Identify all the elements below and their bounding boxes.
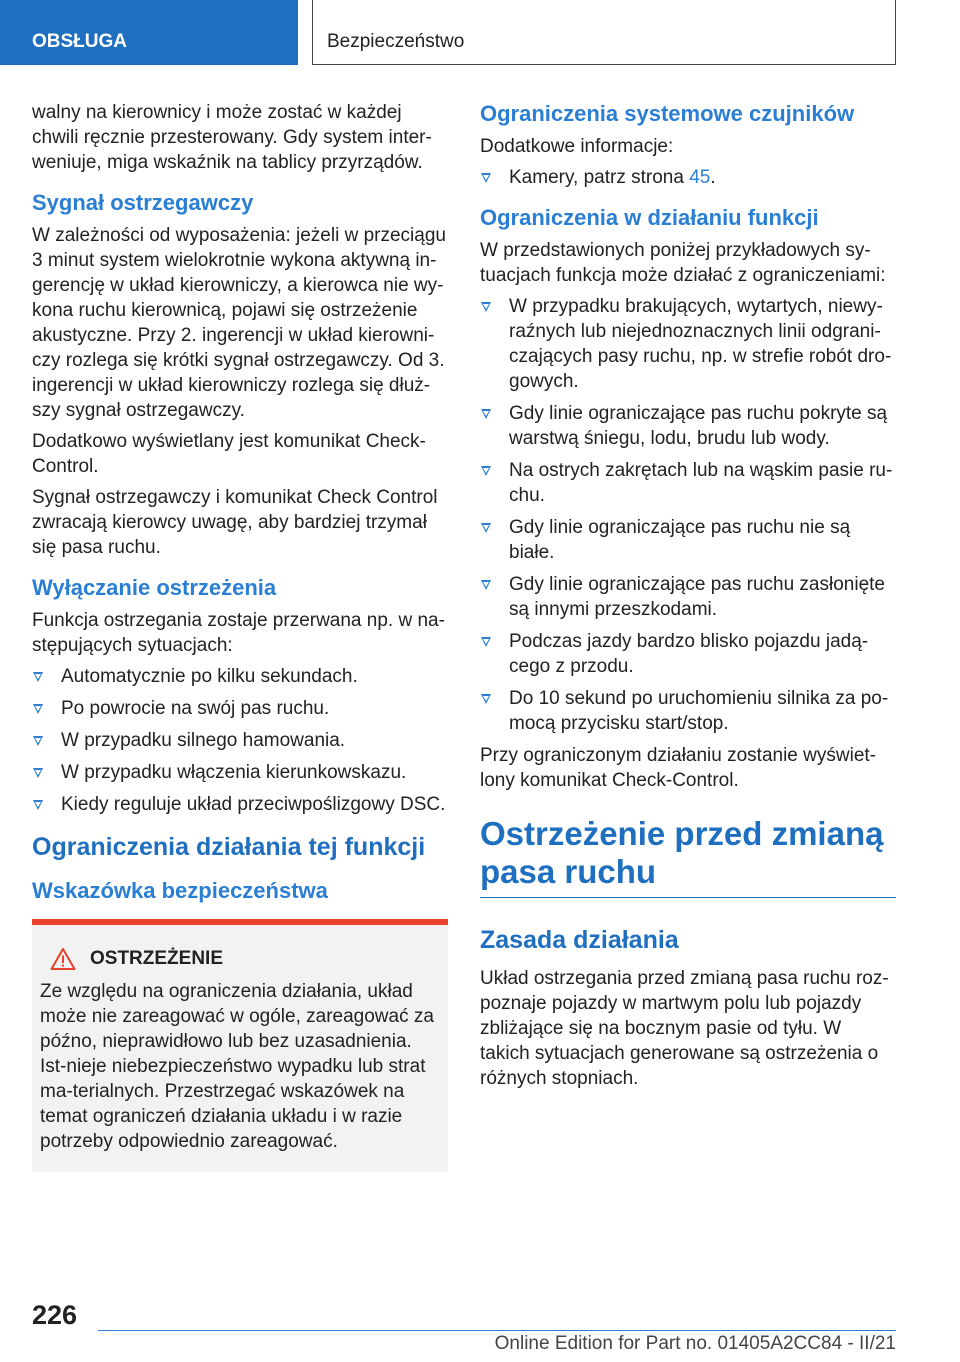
sensor-paragraph: Dodatkowe informacje:: [480, 136, 674, 157]
warning-off-list: [32, 664, 448, 817]
right-column: [480, 100, 896, 1097]
triangle-bullet-icon: [33, 736, 43, 746]
triangle-bullet-icon: [33, 800, 43, 810]
warning-title: [40, 947, 440, 971]
list-item: W przypadku brakujących, wytartych, niewy-raźnych lub niejednoznacznych linii odgrani-czających pasy ruchu, np. w strefie robót dro-gowych.: [480, 294, 896, 394]
triangle-bullet-icon: [33, 704, 43, 714]
triangle-bullet-icon: [33, 672, 43, 682]
function-list: [480, 294, 896, 736]
left-column: [32, 100, 448, 1172]
triangle-bullet-icon: [481, 694, 491, 704]
signal-paragraph-2: Dodatkowo wyświetlany jest komunikat Check-Control.: [32, 431, 426, 477]
triangle-bullet-icon: [481, 173, 491, 183]
triangle-bullet-icon: [33, 768, 43, 778]
triangle-bullet-icon: [481, 580, 491, 590]
header-section-label: OBSŁUGA: [0, 0, 298, 65]
heading-principle: Zasada działania: [480, 926, 679, 954]
list-item: W przypadku włączenia kierunkowskazu.: [32, 760, 448, 785]
list-item: Kiedy reguluje układ przeciwpoślizgowy DSC.: [32, 792, 448, 817]
list-item: Gdy linie ograniczające pas ruchu pokryte są warstwą śniegu, lodu, brudu lub wody.: [480, 401, 896, 451]
warning-triangle-icon: [50, 947, 76, 971]
footer-divider: [98, 1330, 896, 1331]
triangle-bullet-icon: [481, 302, 491, 312]
page-reference-link[interactable]: 45: [689, 167, 711, 188]
function-paragraph: W przedstawionych poniżej przykładowych sy-tuacjach funkcja może działać z ograniczeniami:: [480, 240, 886, 286]
footer-edition: Online Edition for Part no. 01405A2CC84 - II/21: [494, 1333, 896, 1354]
list-item: Na ostrych zakrętach lub na wąskim pasie ru-chu.: [480, 458, 896, 508]
triangle-bullet-icon: [481, 523, 491, 533]
list-item: Automatycznie po kilku sekundach.: [32, 664, 448, 689]
list-item: W przypadku silnego hamowania.: [32, 728, 448, 753]
signal-paragraph-1: W zależności od wyposażenia: jeżeli w przeciągu 3 minut system wielokrotnie wykona aktywną in-gerencję w układ kierowniczy, a kierowca nie wy-kona ruchu kierownicą, pojawi się ostrzeżenie akustyczne. Przy 2. ingerencji w układ kierowni-czy rozlega się krótki sygnał ostrzegawczy. Od 3. ingerencji w układ kierowniczy rozlega się dłuż-szy sygnał ostrzegawczy.: [32, 225, 446, 421]
warning-title-text: OSTRZEŻENIE: [90, 948, 224, 969]
list-item: Kamery, patrz strona 45.: [480, 165, 896, 190]
warning-box: [32, 919, 448, 1172]
sensor-list: [480, 165, 896, 190]
heading-lane-change-warning: Ostrzeżenie przed zmianą pasa ruchu: [480, 815, 896, 898]
function-end-paragraph: Przy ograniczonym działaniu zostanie wyświet-lony komunikat Check-Control.: [480, 745, 876, 791]
heading-sensor-limits: Ograniczenia systemowe czujników: [480, 101, 855, 126]
heading-function-restrictions: Ograniczenia w działaniu funkcji: [480, 205, 819, 230]
page-number: 226: [32, 1300, 78, 1330]
signal-paragraph-3: Sygnał ostrzegawczy i komunikat Check Control zwracają kierowcy uwagę, aby bardziej trzymał się pasa ruchu.: [32, 487, 438, 558]
list-item: Podczas jazdy bardzo blisko pojazdu jadą-cego z przodu.: [480, 629, 896, 679]
intro-paragraph: walny na kierownicy i może zostać w każdej chwili ręcznie przesterowany. Gdy system inter-weniuje, miga wskaźnik na tablicy przyrządów.: [32, 102, 432, 173]
heading-warning-signal: Sygnał ostrzegawczy: [32, 190, 254, 215]
triangle-bullet-icon: [481, 409, 491, 419]
heading-function-limits: Ograniczenia działania tej funkcji: [32, 833, 426, 861]
header-chapter-label: Bezpieczeństwo: [312, 0, 896, 65]
list-item: Do 10 sekund po uruchomieniu silnika za po-mocą przycisku start/stop.: [480, 686, 896, 736]
warning-text: Ze względu na ograniczenia działania, układ może nie zareagować w ogóle, zareagować za późno, nieprawidłowo lub bez uzasadnienia. Ist-nieje niebezpieczeństwo wypadku lub strat ma-terialnych. Przestrzegać wskazówek na temat ograniczeń działania układu i w razie potrzeby odpowiednio zareagować.: [40, 981, 434, 1152]
heading-warning-off: Wyłączanie ostrzeżenia: [32, 575, 277, 600]
heading-safety-note: Wskazówka bezpieczeństwa: [32, 878, 328, 903]
list-item: Gdy linie ograniczające pas ruchu nie są białe.: [480, 515, 896, 565]
triangle-bullet-icon: [481, 466, 491, 476]
principle-paragraph: Układ ostrzegania przed zmianą pasa ruchu roz-poznaje pojazdy w martwym polu lub pojazdy zbliżające się na bocznym pasie od tyłu. W takich sytuacjach generowane są ostrzeżenia o różnych stopniach.: [480, 968, 889, 1089]
triangle-bullet-icon: [481, 637, 491, 647]
list-item: Gdy linie ograniczające pas ruchu zasłonięte są innymi przeszkodami.: [480, 572, 896, 622]
warning-off-paragraph: Funkcja ostrzegania zostaje przerwana np. w na-stępujących sytuacjach:: [32, 610, 445, 656]
list-item: Po powrocie na swój pas ruchu.: [32, 696, 448, 721]
